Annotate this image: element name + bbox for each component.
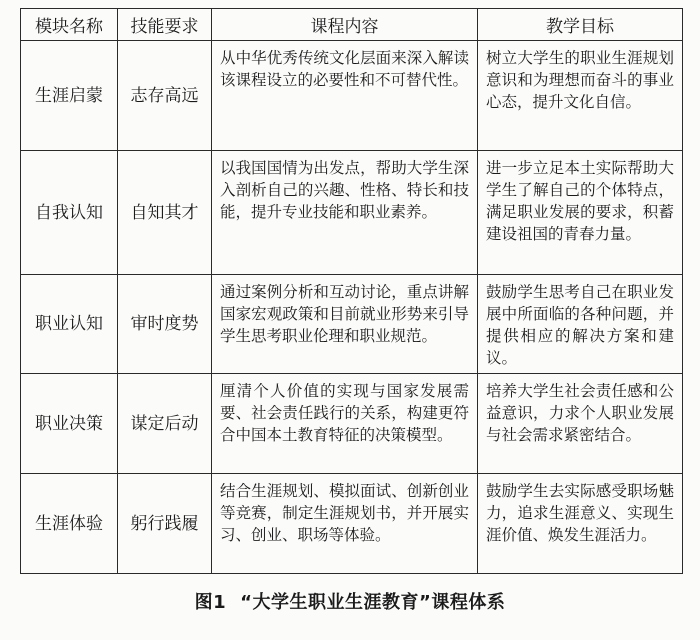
content-cell: 以我国国情为出发点，帮助大学生深入剖析自己的兴趣、性格、特长和技能，提升专业技能和职业素养。 [212, 151, 478, 275]
header-module-name: 模块名称 [21, 9, 118, 41]
goal-cell: 鼓励学生去实际感受职场魅力，追求生涯意义、实现生涯价值、焕发生涯活力。 [478, 474, 683, 574]
goal-cell: 培养大学生社会责任感和公益意识，力求个人职业发展与社会需求紧密结合。 [478, 374, 683, 474]
figure-title: “大学生职业生涯教育”课程体系 [240, 592, 506, 613]
content-cell: 厘清个人价值的实现与国家发展需要、社会责任践行的关系，构建更符合中国本土教育特征的决策模型。 [212, 374, 478, 474]
header-skill-requirement: 技能要求 [118, 9, 212, 41]
content-cell: 通过案例分析和互动讨论，重点讲解国家宏观政策和目前就业形势来引导学生思考职业伦理和职业规范。 [212, 275, 478, 374]
skill-cell: 自知其才 [118, 151, 212, 275]
module-name-cell: 职业认知 [21, 275, 118, 374]
header-course-content: 课程内容 [212, 9, 478, 41]
content-cell: 结合生涯规划、模拟面试、创新创业等竞赛，制定生涯规划书，并开展实习、创业、职场等体验。 [212, 474, 478, 574]
table-row [21, 151, 683, 275]
table-row [21, 41, 683, 151]
table-row [21, 374, 683, 474]
goal-cell: 树立大学生的职业生涯规划意识和为理想而奋斗的事业心态，提升文化自信。 [478, 41, 683, 151]
table-row [21, 275, 683, 374]
goal-cell: 鼓励学生思考自己在职业发展中所面临的各种问题，并提供相应的解决方案和建议。 [478, 275, 683, 374]
skill-cell: 志存高远 [118, 41, 212, 151]
module-name-cell: 生涯启蒙 [21, 41, 118, 151]
course-system-table [20, 8, 683, 574]
skill-cell: 躬行践履 [118, 474, 212, 574]
skill-cell: 审时度势 [118, 275, 212, 374]
goal-cell: 进一步立足本土实际帮助大学生了解自己的个体特点，满足职业发展的要求，积蓄建设祖国的青春力量。 [478, 151, 683, 275]
content-cell: 从中华优秀传统文化层面来深入解读该课程设立的必要性和不可替代性。 [212, 41, 478, 151]
figure-caption [0, 588, 700, 614]
header-teaching-goal: 教学目标 [478, 9, 683, 41]
module-name-cell: 生涯体验 [21, 474, 118, 574]
skill-cell: 谋定后动 [118, 374, 212, 474]
figure-number: 图1 [194, 592, 227, 613]
table-row [21, 474, 683, 574]
table-header-row [21, 9, 683, 41]
module-name-cell: 自我认知 [21, 151, 118, 275]
module-name-cell: 职业决策 [21, 374, 118, 474]
